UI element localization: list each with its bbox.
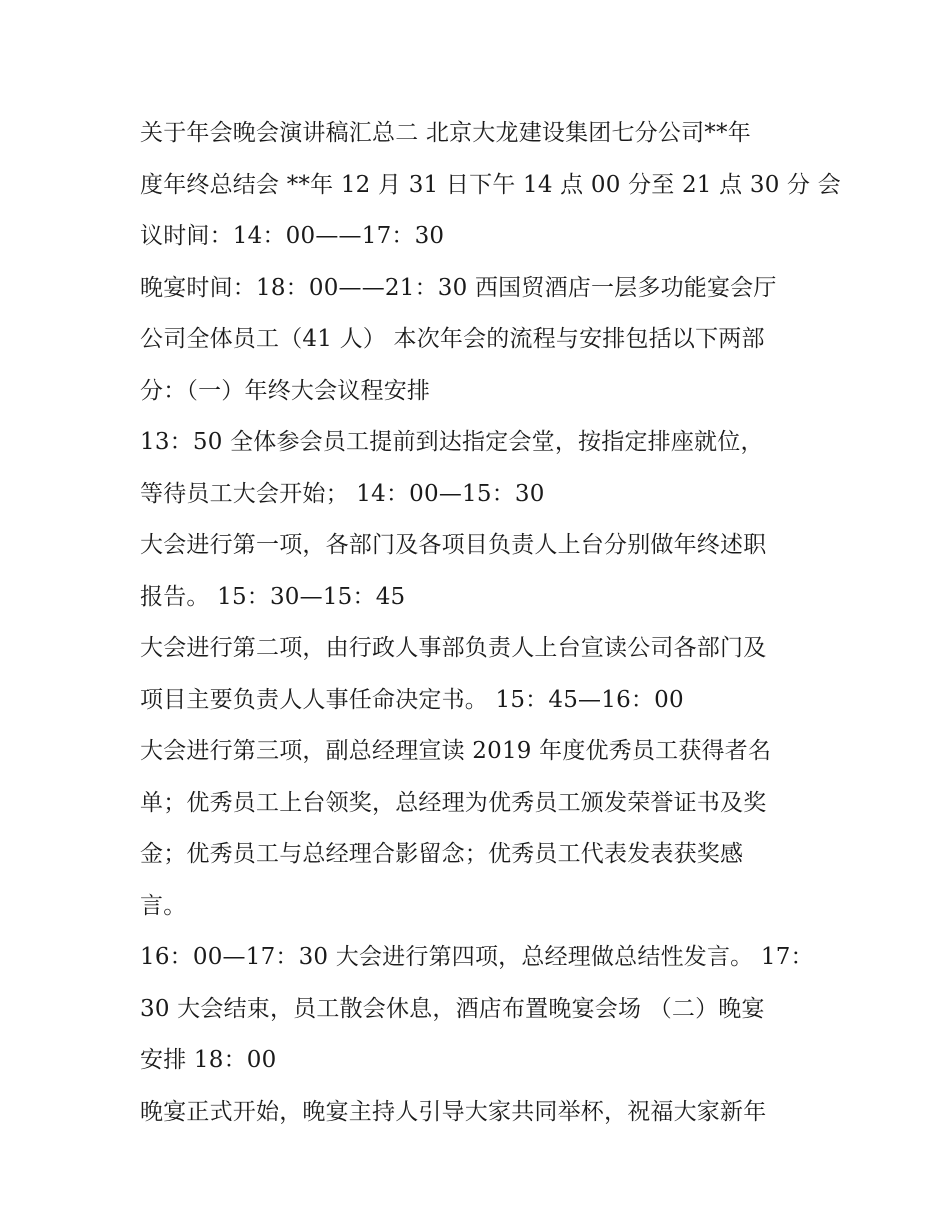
text-line: 晚宴正式开始，晚宴主持人引导大家共同举杯，祝福大家新年 (140, 1098, 767, 1125)
text-line: 公司全体员工（41 人） 本次年会的流程与安排包括以下两部 (140, 326, 765, 352)
text-line: 13：50 全体参会员工提前到达指定会堂，按指定排座就位， (140, 429, 764, 455)
text-line: 大会进行第一项，各部门及各项目负责人上台分别做年终述职 (140, 532, 767, 558)
text-line: 等待员工大会开始； 14：00—15：30 (140, 480, 545, 507)
text-line: 单；优秀员工上台领奖，总经理为优秀员工颁发荣誉证书及奖 (140, 789, 767, 816)
text-line: 关于年会晚会演讲稿汇总二 北京大龙建设集团七分公司**年 (140, 120, 751, 146)
text-line: 大会进行第三项，副总经理宣读 2019 年度优秀员工获得者名 (140, 738, 772, 764)
text-line: 议时间：14：00——17：30 (140, 223, 445, 249)
text-line: 安排 18：00 (140, 1047, 277, 1073)
text-line: 分：（一）年终大会议程安排 (140, 377, 431, 404)
text-line: 度年终总结会 **年 12 月 31 日下午 14 点 00 分至 21 点 30 分 会 (140, 171, 841, 198)
text-line: 30 大会结束，员工散会休息，酒店布置晚宴会场 （二）晚宴 (140, 995, 765, 1022)
text-line: 晚宴时间：18：00——21：30 西国贸酒店一层多功能宴会厅 (140, 274, 777, 301)
text-line: 言。 (140, 892, 187, 919)
document-body (140, 108, 840, 1138)
text-line: 项目主要负责人人事任命决定书。 15：45—16：00 (140, 686, 684, 713)
text-line: 大会进行第二项，由行政人事部负责人上台宣读公司各部门及 (140, 635, 767, 661)
text-line: 报告。 15：30—15：45 (140, 583, 406, 610)
text-line: 金；优秀员工与总经理合影留念；优秀员工代表发表获奖感 (140, 841, 744, 867)
text-line: 16：00—17：30 大会进行第四项，总经理做总结性发言。 17： (140, 944, 814, 970)
